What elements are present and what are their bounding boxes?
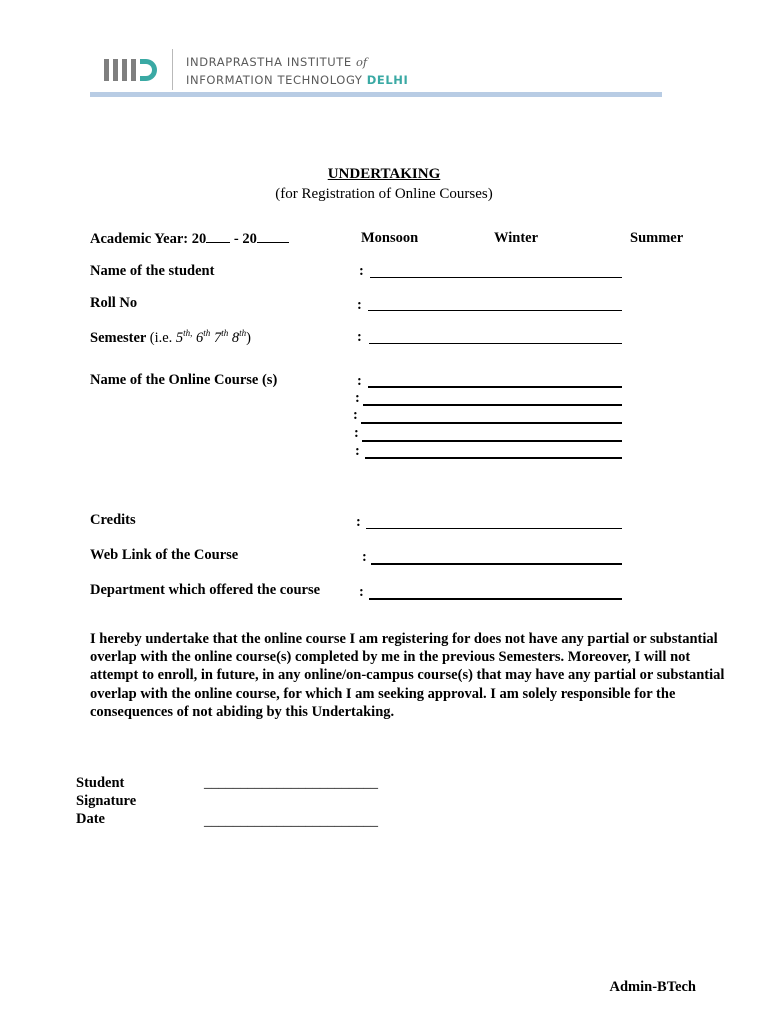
colon: : — [357, 373, 362, 389]
student-signature-blank[interactable]: ________________________ — [204, 775, 378, 791]
online-course-field-5[interactable] — [365, 457, 622, 459]
footer-label: Admin-BTech — [609, 979, 696, 995]
semester-option-5th[interactable]: $5^{th,}$ — [175, 328, 193, 346]
roll-no-field[interactable] — [368, 310, 622, 311]
credits-label: Credits — [90, 512, 136, 528]
semester-option-7th[interactable]: 7th — [213, 328, 229, 346]
colon: : — [356, 514, 361, 530]
department-field[interactable] — [369, 598, 622, 600]
date-blank[interactable]: ________________________ — [204, 813, 378, 829]
colon: : — [357, 297, 362, 313]
year-end-blank[interactable] — [257, 230, 289, 243]
online-course-field-4[interactable] — [362, 440, 622, 442]
online-course-field-2[interactable] — [363, 404, 622, 406]
institute-name-line1: INDRAPRASTHA INSTITUTE of — [186, 55, 368, 69]
institute-name-line2: INFORMATION TECHNOLOGY DELHI — [186, 73, 409, 87]
colon: : — [362, 549, 367, 565]
online-course-label: Name of the Online Course (s) — [90, 372, 278, 388]
signature-label: Signature — [76, 793, 137, 809]
semester-option-6th[interactable]: 6th — [196, 328, 211, 346]
semester-option-8th[interactable]: 8th — [231, 328, 247, 346]
colon: : — [359, 584, 364, 600]
student-name-field[interactable] — [370, 277, 622, 278]
year-start-blank[interactable] — [206, 230, 230, 243]
colon: : — [357, 329, 362, 345]
department-label: Department which offered the course — [90, 582, 321, 598]
declaration-paragraph: I hereby undertake that the online course I am registering for does not have any partial or substantial overlap with the online course(s) completed by me in the previous Semesters. Moreover, I will not attempt to enroll, in future, in any online/on-campus course(s) that may have any partial or substantial overlap with the online course, for which I am seeking approval. I am solely responsible for the consequences of not abiding by this Undertaking. — [90, 631, 725, 720]
term-winter[interactable]: Winter — [494, 230, 539, 246]
credits-field[interactable] — [366, 528, 622, 529]
semester-label: Semester (i.e. $5^{th,}$ 6th 7th 8th) — [90, 328, 251, 346]
web-link-label: Web Link of the Course — [90, 547, 239, 563]
web-link-field[interactable] — [371, 563, 622, 565]
colon: : — [355, 390, 360, 406]
online-course-field-3[interactable] — [361, 422, 622, 424]
academic-year-label: Academic Year: 20 - 20 — [90, 230, 289, 248]
roll-no-label: Roll No — [90, 295, 138, 311]
date-label: Date — [76, 811, 105, 827]
term-summer[interactable]: Summer — [630, 230, 684, 246]
student-label: Student — [76, 775, 125, 791]
colon: : — [353, 407, 358, 423]
iiitd-logo — [104, 56, 160, 84]
term-monsoon[interactable]: Monsoon — [361, 230, 419, 246]
header-bar — [90, 92, 662, 97]
logo-divider — [172, 49, 173, 90]
online-course-field-1[interactable] — [368, 386, 622, 388]
colon: : — [354, 425, 359, 441]
colon: : — [355, 443, 360, 459]
semester-field[interactable] — [369, 343, 622, 344]
student-name-label: Name of the student — [90, 263, 215, 279]
document-subtitle: (for Registration of Online Courses) — [275, 186, 493, 202]
document-title: UNDERTAKING — [327, 166, 441, 182]
colon: : — [359, 263, 364, 279]
